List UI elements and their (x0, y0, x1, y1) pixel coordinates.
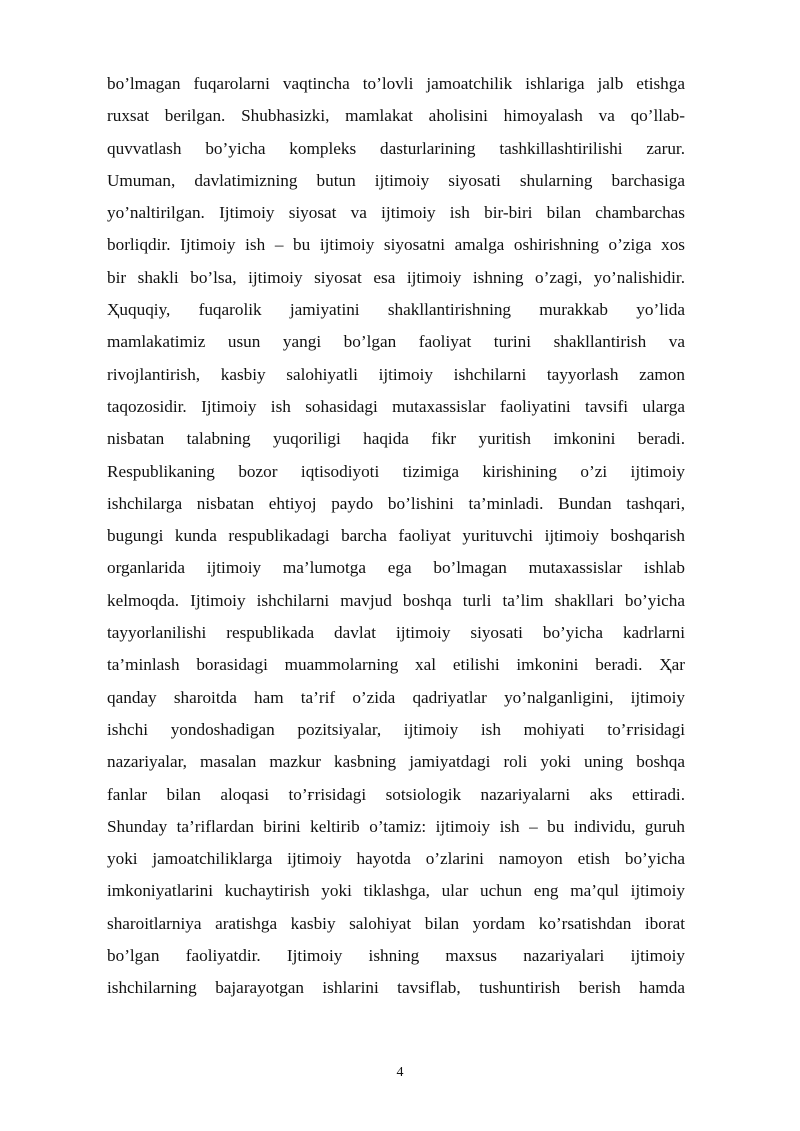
text-line: kelmoqda. Ijtimoiy ishchilarni mavjud boshqa turli ta’lim shakllari bo’yicha (107, 590, 685, 610)
text-line: ruxsat berilgan. Shubhasizki, mamlakat aholisini himoyalash va qo’llab- (107, 106, 685, 126)
text-line: bo’lgan faoliyatdir. Ijtimoiy ishning maxsus nazariyalari ijtimoiy (107, 946, 685, 966)
text-line: bo’lmagan fuqarolarni vaqtincha to’lovli jamoatchilik ishlariga jalb etishga (107, 74, 685, 93)
document-body (107, 68, 685, 1005)
text-line: Ҳuquqiy, fuqarolik jamiyatini shakllantirishning murakkab yo’lida (107, 300, 685, 320)
text-line: ishchilarning bajarayotgan ishlarini tavsiflab, tushuntirish berish hamda (107, 978, 685, 998)
text-line: Umuman, davlatimizning butun ijtimoiy siyosati shularning barchasiga (107, 170, 685, 190)
text-line: qanday sharoitda ham ta’rif o’zida qadriyatlar yo’nalganligini, ijtimoiy (107, 687, 685, 707)
text-line: sharoitlarniya aratishga kasbiy salohiyat bilan yordam ko’rsatishdan iborat (107, 913, 685, 933)
text-line: organlarida ijtimoiy ma’lumotga ega bo’lmagan mutaxassislar ishlab (107, 558, 685, 578)
text-line: nazariyalar, masalan mazkur kasbning jamiyatdagi roli yoki uning boshqa (107, 752, 685, 772)
text-line: nisbatan talabning yuqoriligi haqida fikr yuritish imkonini beradi. (107, 429, 685, 449)
text-line: bugungi kunda respublikadagi barcha faoliyat yurituvchi ijtimoiy boshqarish (107, 526, 685, 546)
text-line: tayyorlanilishi respublikada davlat ijtimoiy siyosati bo’yicha kadrlarni (107, 623, 685, 643)
text-line: ta’minlash borasidagi muammolarning xal etilishi imkonini beradi. Ҳar (107, 655, 685, 675)
text-line: bir shakli bo’lsa, ijtimoiy siyosat esa ijtimoiy ishning o’zagi, yo’nalishidir. (107, 267, 685, 287)
text-line: fanlar bilan aloqasi to’ғrisidagi sotsiologik nazariyalarni aks ettiradi. (107, 784, 685, 804)
page-number: 4 (396, 1065, 404, 1080)
text-line: ishchilarga nisbatan ehtiyoj paydo bo’lishini ta’minladi. Bundan tashqari, (107, 493, 685, 513)
text-line: Shunday ta’riflardan birini keltirib o’tamiz: ijtimoiy ish – bu individu, guruh (107, 816, 685, 836)
text-line: quvvatlash bo’yicha kompleks dasturlarining tashkillashtirilishi zarur. (107, 138, 685, 158)
text-line: rivojlantirish, kasbiy salohiyatli ijtimoiy ishchilarni tayyorlash zamon (107, 364, 685, 384)
text-line: yo’naltirilgan. Ijtimoiy siyosat va ijtimoiy ish bir-biri bilan chambarchas (107, 203, 685, 223)
text-line: mamlakatimiz usun yangi bo’lgan faoliyat turini shakllantirish va (107, 332, 685, 352)
text-line: taqozosidir. Ijtimoiy ish sohasidagi mutaxassislar faoliyatini tavsifi ularga (107, 396, 685, 416)
text-line: borliqdir. Ijtimoiy ish – bu ijtimoiy siyosatni amalga oshirishning o’ziga xos (107, 235, 685, 255)
text-line: imkoniyatlarini kuchaytirish yoki tiklashga, ular uchun eng ma’qul ijtimoiy (107, 881, 685, 901)
text-line: Respublikaning bozor iqtisodiyoti tizimiga kirishining o’zi ijtimoiy (107, 461, 685, 481)
text-line: ishchi yondoshadigan pozitsiyalar, ijtimoiy ish mohiyati to’ғrisidagi (107, 719, 685, 739)
text-line: yoki jamoatchiliklarga ijtimoiy hayotda o’zlarini namoyon etish bo’yicha (107, 849, 685, 869)
